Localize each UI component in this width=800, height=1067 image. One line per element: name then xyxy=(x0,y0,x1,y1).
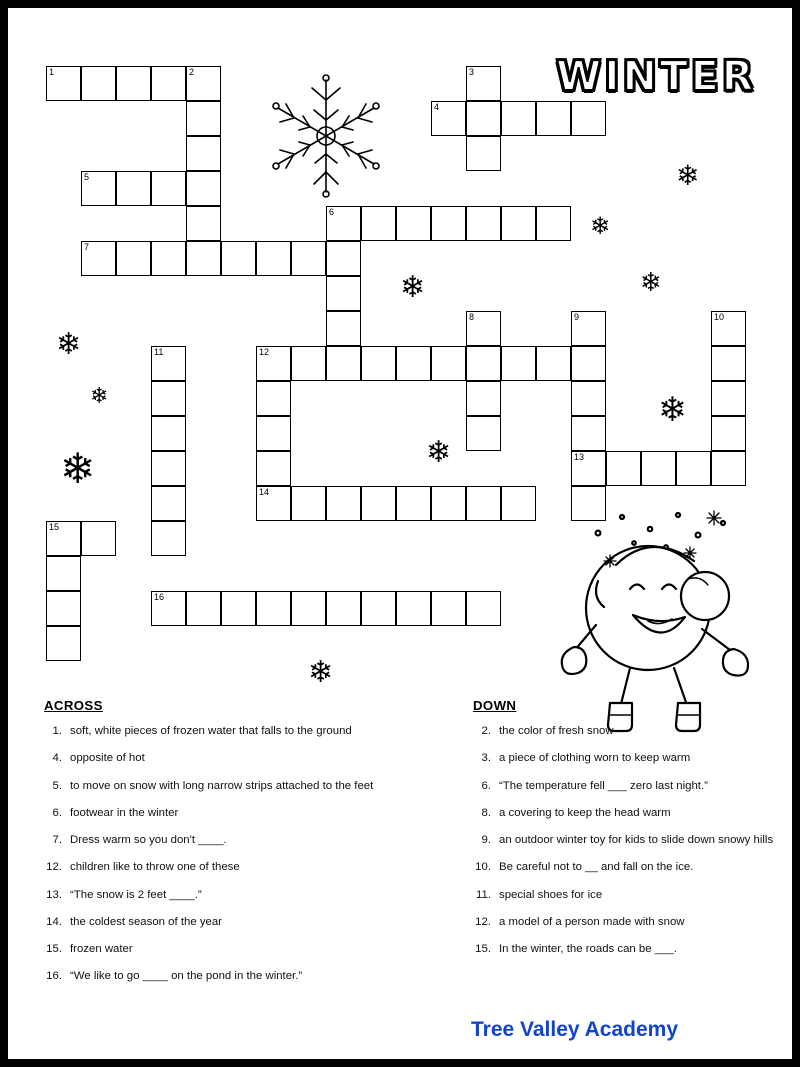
crossword-cell-number: 1 xyxy=(49,67,55,77)
crossword-cell[interactable] xyxy=(221,591,256,626)
across-heading: ACROSS xyxy=(44,698,103,713)
snowflake-large-icon xyxy=(256,66,396,206)
snowflake-small-icon: ❄ xyxy=(640,268,662,298)
crossword-cell-number: 9 xyxy=(574,312,580,322)
across-clue-number: 7. xyxy=(52,834,62,846)
crossword-cell[interactable] xyxy=(431,591,466,626)
down-clue-text: a covering to keep the head warm xyxy=(499,806,671,819)
crossword-cell[interactable] xyxy=(466,101,501,136)
crossword-cell[interactable] xyxy=(326,206,361,241)
across-clue-item xyxy=(44,942,439,956)
crossword-cell[interactable] xyxy=(151,171,186,206)
crossword-cell[interactable] xyxy=(396,591,431,626)
across-clue-item xyxy=(44,779,439,793)
crossword-cell[interactable] xyxy=(46,626,81,661)
brand-footer: Tree Valley Academy xyxy=(471,1018,679,1041)
crossword-cell[interactable] xyxy=(711,346,746,381)
crossword-cell[interactable] xyxy=(501,101,536,136)
down-clue-number: 3. xyxy=(481,752,491,765)
crossword-cell[interactable] xyxy=(151,486,186,521)
down-clue-number: 15. xyxy=(475,943,491,955)
crossword-cell[interactable] xyxy=(151,66,186,101)
across-clue-number: 1. xyxy=(52,725,62,737)
crossword-cell-number: 15 xyxy=(49,522,60,532)
crossword-cell[interactable] xyxy=(536,101,571,136)
crossword-cell[interactable] xyxy=(326,241,361,276)
down-clue-item xyxy=(473,724,783,738)
crossword-cell[interactable] xyxy=(291,241,326,276)
page-title: WINTER xyxy=(556,52,757,100)
crossword-cell[interactable] xyxy=(711,416,746,451)
across-clue-item xyxy=(44,833,439,847)
crossword-cell-number: 2 xyxy=(189,67,195,77)
down-clue-number: 6. xyxy=(481,779,491,792)
crossword-cell[interactable] xyxy=(326,486,361,521)
crossword-cell-number: 13 xyxy=(574,452,585,462)
down-clue-number: 9. xyxy=(481,834,491,846)
across-clue-item xyxy=(44,860,439,874)
crossword-cell-number: 7 xyxy=(84,242,90,252)
down-clue-text: “The temperature fell ___ zero last night.” xyxy=(499,779,708,792)
down-clue-number: 12. xyxy=(475,915,491,928)
across-clues-column xyxy=(44,698,439,997)
crossword-cell-number: 8 xyxy=(469,312,475,322)
crossword-cell[interactable] xyxy=(186,66,221,101)
down-clue-item xyxy=(473,779,783,793)
across-clue-number: 15. xyxy=(46,943,62,955)
across-clue-item xyxy=(44,915,439,929)
crossword-cell[interactable] xyxy=(256,451,291,486)
crossword-cell[interactable] xyxy=(711,381,746,416)
snowflake-small-icon: ❄ xyxy=(56,327,82,362)
crossword-cell[interactable] xyxy=(291,591,326,626)
crossword-cell[interactable] xyxy=(396,346,431,381)
across-clue-number: 6. xyxy=(52,806,62,819)
crossword-cell[interactable] xyxy=(571,451,606,486)
crossword-cell[interactable] xyxy=(151,381,186,416)
crossword-cell[interactable] xyxy=(46,66,81,101)
crossword-cell-number: 16 xyxy=(154,592,165,602)
crossword-cell[interactable] xyxy=(256,241,291,276)
across-clue-text: children like to throw one of these xyxy=(70,861,240,874)
crossword-cell[interactable] xyxy=(291,346,326,381)
across-clue-number: 16. xyxy=(46,970,62,983)
crossword-cell[interactable] xyxy=(466,416,501,451)
snowflake-small-icon: ❄ xyxy=(60,444,96,493)
crossword-cell[interactable] xyxy=(466,66,501,101)
across-clue-number: 5. xyxy=(52,779,62,792)
crossword-cell-number: 11 xyxy=(154,347,164,357)
down-clue-text: special shoes for ice xyxy=(499,888,603,901)
down-clue-item xyxy=(473,860,783,874)
down-clue-item xyxy=(473,915,783,929)
across-clue-text: the coldest season of the year xyxy=(70,915,222,928)
crossword-cell[interactable] xyxy=(536,346,571,381)
crossword-cell[interactable] xyxy=(571,311,606,346)
crossword-cell-number: 10 xyxy=(714,312,725,322)
crossword-cell[interactable] xyxy=(151,591,186,626)
down-clue-number: 8. xyxy=(481,806,491,819)
crossword-cell[interactable] xyxy=(186,241,221,276)
crossword-cell[interactable] xyxy=(81,66,116,101)
down-clues-column xyxy=(473,698,783,969)
crossword-cell[interactable] xyxy=(81,171,116,206)
down-clue-text: Be careful not to __ and fall on the ice. xyxy=(499,861,694,874)
crossword-cell-number: 5 xyxy=(84,172,90,182)
snowflake-small-icon: ❄ xyxy=(426,435,452,470)
crossword-cell[interactable] xyxy=(256,416,291,451)
across-clue-item xyxy=(44,969,439,983)
crossword-cell[interactable] xyxy=(186,136,221,171)
crossword-cell[interactable] xyxy=(326,311,361,346)
snowflake-small-icon: ❄ xyxy=(658,390,687,430)
crossword-cell[interactable] xyxy=(536,206,571,241)
across-clue-item xyxy=(44,751,439,765)
crossword-cell[interactable] xyxy=(431,346,466,381)
across-clue-text: frozen water xyxy=(70,943,133,955)
across-clue-text: opposite of hot xyxy=(70,752,145,765)
crossword-cell[interactable] xyxy=(571,101,606,136)
crossword-cell[interactable] xyxy=(256,346,291,381)
across-clue-text: soft, white pieces of frozen water that falls to the ground xyxy=(70,725,352,737)
down-clue-item xyxy=(473,806,783,820)
worksheet-page xyxy=(8,8,792,1059)
crossword-cell[interactable] xyxy=(571,416,606,451)
crossword-cell[interactable] xyxy=(466,311,501,346)
crossword-cell[interactable] xyxy=(466,381,501,416)
down-clue-number: 10. xyxy=(475,861,491,874)
down-clue-number: 2. xyxy=(481,725,491,737)
down-clue-text: In the winter, the roads can be ___. xyxy=(499,943,677,955)
crossword-cell[interactable] xyxy=(606,451,641,486)
crossword-cell[interactable] xyxy=(116,66,151,101)
crossword-cell[interactable] xyxy=(256,486,291,521)
snowflake-small-icon: ❄ xyxy=(590,212,611,240)
crossword-cell[interactable] xyxy=(151,346,186,381)
across-clue-item xyxy=(44,724,439,738)
crossword-cell[interactable] xyxy=(151,416,186,451)
crossword-cell[interactable] xyxy=(431,101,466,136)
crossword-cell[interactable] xyxy=(46,591,81,626)
across-clue-item xyxy=(44,888,439,902)
down-clue-text: a piece of clothing worn to keep warm xyxy=(499,752,691,765)
crossword-cell[interactable] xyxy=(46,521,81,556)
crossword-cell[interactable] xyxy=(361,206,396,241)
across-clue-text: footwear in the winter xyxy=(70,806,179,819)
crossword-cell[interactable] xyxy=(151,521,186,556)
crossword-cell[interactable] xyxy=(81,241,116,276)
down-clue-text: a model of a person made with snow xyxy=(499,915,685,928)
crossword-cell[interactable] xyxy=(326,276,361,311)
down-clue-item xyxy=(473,942,783,956)
across-clue-text: Dress warm so you don't ____. xyxy=(70,834,227,846)
snowflake-small-icon: ❄ xyxy=(308,655,334,690)
crossword-cell[interactable] xyxy=(81,521,116,556)
crossword-cell[interactable] xyxy=(676,451,711,486)
crossword-cell[interactable] xyxy=(186,171,221,206)
across-clue-text: “We like to go ____ on the pond in the winter.” xyxy=(70,970,303,983)
crossword-cell[interactable] xyxy=(186,101,221,136)
crossword-cell[interactable] xyxy=(116,241,151,276)
crossword-cell[interactable] xyxy=(116,171,151,206)
crossword-cell-number: 12 xyxy=(259,347,270,357)
crossword-cell[interactable] xyxy=(501,346,536,381)
across-clue-number: 13. xyxy=(46,888,62,901)
crossword-cell[interactable] xyxy=(186,206,221,241)
crossword-cell[interactable] xyxy=(326,346,361,381)
crossword-cell[interactable] xyxy=(501,206,536,241)
crossword-cell[interactable] xyxy=(46,556,81,591)
down-clue-text: the color of fresh snow xyxy=(499,725,614,737)
crossword-cell[interactable] xyxy=(466,591,501,626)
crossword-cell[interactable] xyxy=(571,381,606,416)
crossword-cell[interactable] xyxy=(571,346,606,381)
crossword-cell-number: 3 xyxy=(469,67,475,77)
crossword-cell[interactable] xyxy=(361,486,396,521)
down-clue-item xyxy=(473,888,783,902)
down-clue-number: 11. xyxy=(476,888,491,901)
crossword-cell[interactable] xyxy=(396,206,431,241)
crossword-cell[interactable] xyxy=(361,346,396,381)
across-clue-item xyxy=(44,806,439,820)
crossword-cell[interactable] xyxy=(431,206,466,241)
crossword-cell[interactable] xyxy=(431,486,466,521)
crossword-cell[interactable] xyxy=(466,346,501,381)
across-clue-text: “The snow is 2 feet ____.” xyxy=(70,888,202,901)
crossword-cell[interactable] xyxy=(466,136,501,171)
down-heading: DOWN xyxy=(473,698,517,713)
crossword-cell[interactable] xyxy=(396,486,431,521)
across-clue-number: 12. xyxy=(46,861,62,874)
crossword-cell[interactable] xyxy=(221,241,256,276)
crossword-cell[interactable] xyxy=(711,451,746,486)
crossword-cell[interactable] xyxy=(151,451,186,486)
crossword-cell-number: 14 xyxy=(259,487,270,497)
crossword-cell[interactable] xyxy=(186,591,221,626)
crossword-cell-number: 6 xyxy=(329,207,335,217)
down-clue-item xyxy=(473,833,783,847)
crossword-cell[interactable] xyxy=(466,206,501,241)
snowflake-small-icon: ❄ xyxy=(400,270,426,305)
down-clue-item xyxy=(473,751,783,765)
crossword-cell[interactable] xyxy=(326,591,361,626)
crossword-cell[interactable] xyxy=(256,381,291,416)
crossword-cell[interactable] xyxy=(256,591,291,626)
across-clue-number: 14. xyxy=(46,915,62,928)
crossword-cell[interactable] xyxy=(151,241,186,276)
crossword-cell[interactable] xyxy=(711,311,746,346)
across-clue-number: 4. xyxy=(52,752,62,765)
across-clue-text: to move on snow with long narrow strips attached to the feet xyxy=(70,779,374,792)
crossword-cell[interactable] xyxy=(361,591,396,626)
crossword-cell-number: 4 xyxy=(434,102,440,112)
crossword-cell[interactable] xyxy=(501,486,536,521)
down-clue-text: an outdoor winter toy for kids to slide down snowy hills xyxy=(499,834,774,846)
snowflake-small-icon: ❄ xyxy=(90,384,109,409)
snowflake-small-icon: ❄ xyxy=(676,159,700,192)
crossword-cell[interactable] xyxy=(641,451,676,486)
crossword-cell[interactable] xyxy=(291,486,326,521)
crossword-cell[interactable] xyxy=(466,486,501,521)
